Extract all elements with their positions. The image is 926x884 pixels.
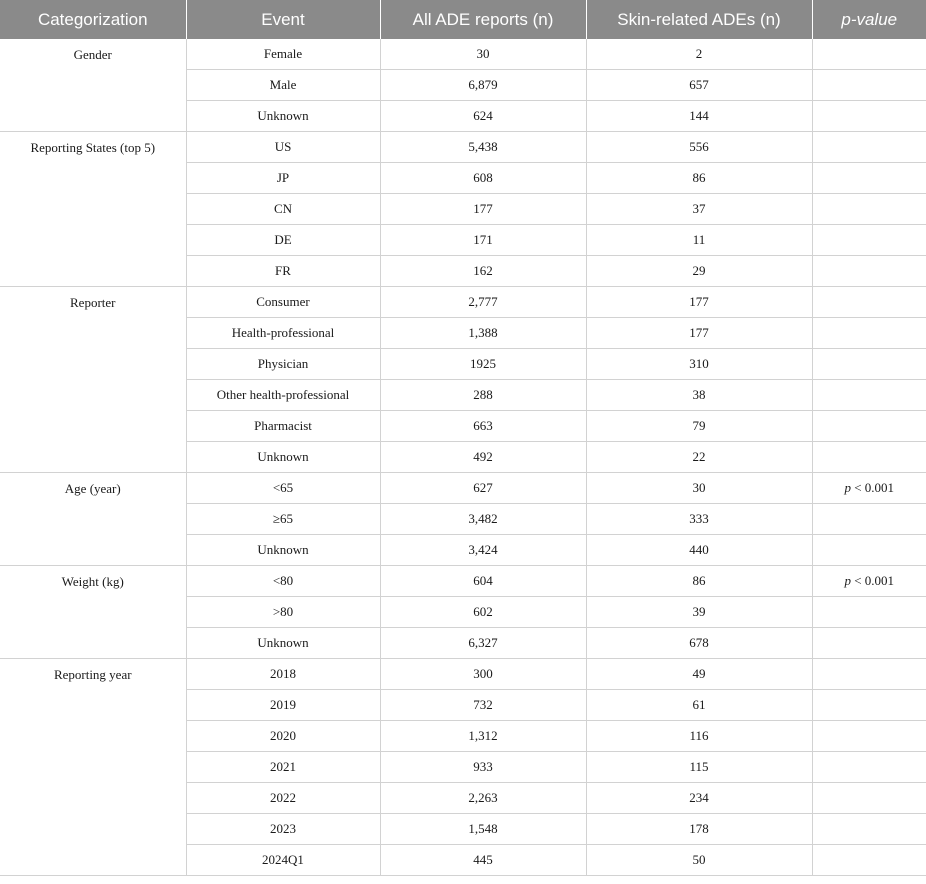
- skin-related-ades-cell: 11: [586, 225, 812, 256]
- category-cell: Reporter: [0, 287, 186, 473]
- category-cell: Age (year): [0, 473, 186, 566]
- event-cell: Unknown: [186, 442, 380, 473]
- event-cell: Other health-professional: [186, 380, 380, 411]
- event-cell: DE: [186, 225, 380, 256]
- skin-related-ades-cell: 50: [586, 845, 812, 876]
- event-cell: US: [186, 132, 380, 163]
- event-cell: Male: [186, 70, 380, 101]
- all-ade-reports-cell: 608: [380, 163, 586, 194]
- table-row: [0, 473, 926, 504]
- p-value-text: < 0.001: [854, 573, 895, 588]
- skin-related-ades-cell: 37: [586, 194, 812, 225]
- p-value-cell: [812, 39, 926, 70]
- p-value-cell: [812, 256, 926, 287]
- p-value-cell: [812, 380, 926, 411]
- event-cell: CN: [186, 194, 380, 225]
- p-value-cell: [812, 597, 926, 628]
- all-ade-reports-cell: 663: [380, 411, 586, 442]
- p-value-cell: [812, 163, 926, 194]
- all-ade-reports-cell: 492: [380, 442, 586, 473]
- p-value-cell: [812, 318, 926, 349]
- all-ade-reports-cell: 3,482: [380, 504, 586, 535]
- p-value-cell: [812, 132, 926, 163]
- p-value-cell: [812, 814, 926, 845]
- skin-related-ades-cell: 440: [586, 535, 812, 566]
- header-p-value: p-value: [812, 0, 926, 39]
- p-value-cell: [812, 566, 926, 597]
- all-ade-reports-cell: 30: [380, 39, 586, 70]
- event-cell: Unknown: [186, 535, 380, 566]
- event-cell: <80: [186, 566, 380, 597]
- skin-related-ades-cell: 49: [586, 659, 812, 690]
- skin-related-ades-cell: 39: [586, 597, 812, 628]
- p-value-cell: [812, 70, 926, 101]
- category-cell: Gender: [0, 39, 186, 132]
- skin-related-ades-cell: 234: [586, 783, 812, 814]
- p-value-cell: [812, 721, 926, 752]
- all-ade-reports-cell: 1925: [380, 349, 586, 380]
- all-ade-reports-cell: 1,548: [380, 814, 586, 845]
- event-cell: <65: [186, 473, 380, 504]
- p-value-cell: [812, 690, 926, 721]
- all-ade-reports-cell: 624: [380, 101, 586, 132]
- p-value-cell: [812, 504, 926, 535]
- table-row: [0, 659, 926, 690]
- all-ade-reports-cell: 288: [380, 380, 586, 411]
- skin-related-ades-cell: 2: [586, 39, 812, 70]
- p-value-cell: [812, 287, 926, 318]
- skin-related-ades-cell: 22: [586, 442, 812, 473]
- all-ade-reports-cell: 627: [380, 473, 586, 504]
- skin-related-ades-cell: 556: [586, 132, 812, 163]
- skin-related-ades-cell: 310: [586, 349, 812, 380]
- all-ade-reports-cell: 5,438: [380, 132, 586, 163]
- p-value-cell: [812, 659, 926, 690]
- skin-related-ades-cell: 115: [586, 752, 812, 783]
- all-ade-reports-cell: 162: [380, 256, 586, 287]
- header-event: Event: [186, 0, 380, 39]
- p-value-cell: [812, 473, 926, 504]
- p-value-cell: [812, 349, 926, 380]
- p-value-cell: [812, 442, 926, 473]
- table-row: [0, 287, 926, 318]
- all-ade-reports-cell: 732: [380, 690, 586, 721]
- all-ade-reports-cell: 604: [380, 566, 586, 597]
- p-symbol: p: [844, 480, 851, 495]
- skin-related-ades-cell: 678: [586, 628, 812, 659]
- skin-related-ades-cell: 30: [586, 473, 812, 504]
- event-cell: Physician: [186, 349, 380, 380]
- skin-related-ades-cell: 86: [586, 163, 812, 194]
- p-value-cell: [812, 101, 926, 132]
- event-cell: FR: [186, 256, 380, 287]
- all-ade-reports-cell: 602: [380, 597, 586, 628]
- event-cell: Health-professional: [186, 318, 380, 349]
- p-value-cell: [812, 845, 926, 876]
- category-cell: Weight (kg): [0, 566, 186, 659]
- event-cell: 2023: [186, 814, 380, 845]
- skin-related-ades-cell: 178: [586, 814, 812, 845]
- event-cell: Unknown: [186, 628, 380, 659]
- skin-related-ades-cell: 144: [586, 101, 812, 132]
- all-ade-reports-cell: 6,327: [380, 628, 586, 659]
- p-value-cell: [812, 783, 926, 814]
- skin-related-ades-cell: 657: [586, 70, 812, 101]
- event-cell: 2021: [186, 752, 380, 783]
- skin-related-ades-cell: 333: [586, 504, 812, 535]
- event-cell: 2022: [186, 783, 380, 814]
- event-cell: >80: [186, 597, 380, 628]
- header-skin-related-ades: Skin-related ADEs (n): [586, 0, 812, 39]
- p-value-cell: [812, 225, 926, 256]
- p-value-text: < 0.001: [854, 480, 895, 495]
- skin-related-ades-cell: 61: [586, 690, 812, 721]
- header-all-ade-reports: All ADE reports (n): [380, 0, 586, 39]
- table-body: [0, 39, 926, 876]
- header-row: [0, 0, 926, 39]
- p-symbol: p: [844, 573, 851, 588]
- table-row: [0, 566, 926, 597]
- category-cell: Reporting States (top 5): [0, 132, 186, 287]
- event-cell: 2019: [186, 690, 380, 721]
- header-categorization: Categorization: [0, 0, 186, 39]
- skin-related-ades-cell: 177: [586, 287, 812, 318]
- p-value-cell: [812, 535, 926, 566]
- skin-related-ades-cell: 29: [586, 256, 812, 287]
- event-cell: Unknown: [186, 101, 380, 132]
- all-ade-reports-cell: 2,263: [380, 783, 586, 814]
- all-ade-reports-cell: 171: [380, 225, 586, 256]
- all-ade-reports-cell: 1,312: [380, 721, 586, 752]
- event-cell: 2024Q1: [186, 845, 380, 876]
- event-cell: 2018: [186, 659, 380, 690]
- skin-related-ades-cell: 79: [586, 411, 812, 442]
- all-ade-reports-cell: 177: [380, 194, 586, 225]
- event-cell: Pharmacist: [186, 411, 380, 442]
- all-ade-reports-cell: 445: [380, 845, 586, 876]
- all-ade-reports-cell: 3,424: [380, 535, 586, 566]
- p-value-cell: [812, 628, 926, 659]
- event-cell: 2020: [186, 721, 380, 752]
- skin-related-ades-cell: 177: [586, 318, 812, 349]
- all-ade-reports-cell: 933: [380, 752, 586, 783]
- category-cell: Reporting year: [0, 659, 186, 876]
- event-cell: Female: [186, 39, 380, 70]
- p-value-cell: [812, 752, 926, 783]
- p-value-cell: [812, 411, 926, 442]
- skin-related-ades-cell: 116: [586, 721, 812, 752]
- skin-related-ades-cell: 86: [586, 566, 812, 597]
- event-cell: Consumer: [186, 287, 380, 318]
- table-header: [0, 0, 926, 39]
- all-ade-reports-cell: 1,388: [380, 318, 586, 349]
- skin-related-ades-cell: 38: [586, 380, 812, 411]
- p-value-cell: [812, 194, 926, 225]
- event-cell: ≥65: [186, 504, 380, 535]
- table-row: [0, 39, 926, 70]
- all-ade-reports-cell: 300: [380, 659, 586, 690]
- all-ade-reports-cell: 2,777: [380, 287, 586, 318]
- table-row: [0, 132, 926, 163]
- event-cell: JP: [186, 163, 380, 194]
- all-ade-reports-cell: 6,879: [380, 70, 586, 101]
